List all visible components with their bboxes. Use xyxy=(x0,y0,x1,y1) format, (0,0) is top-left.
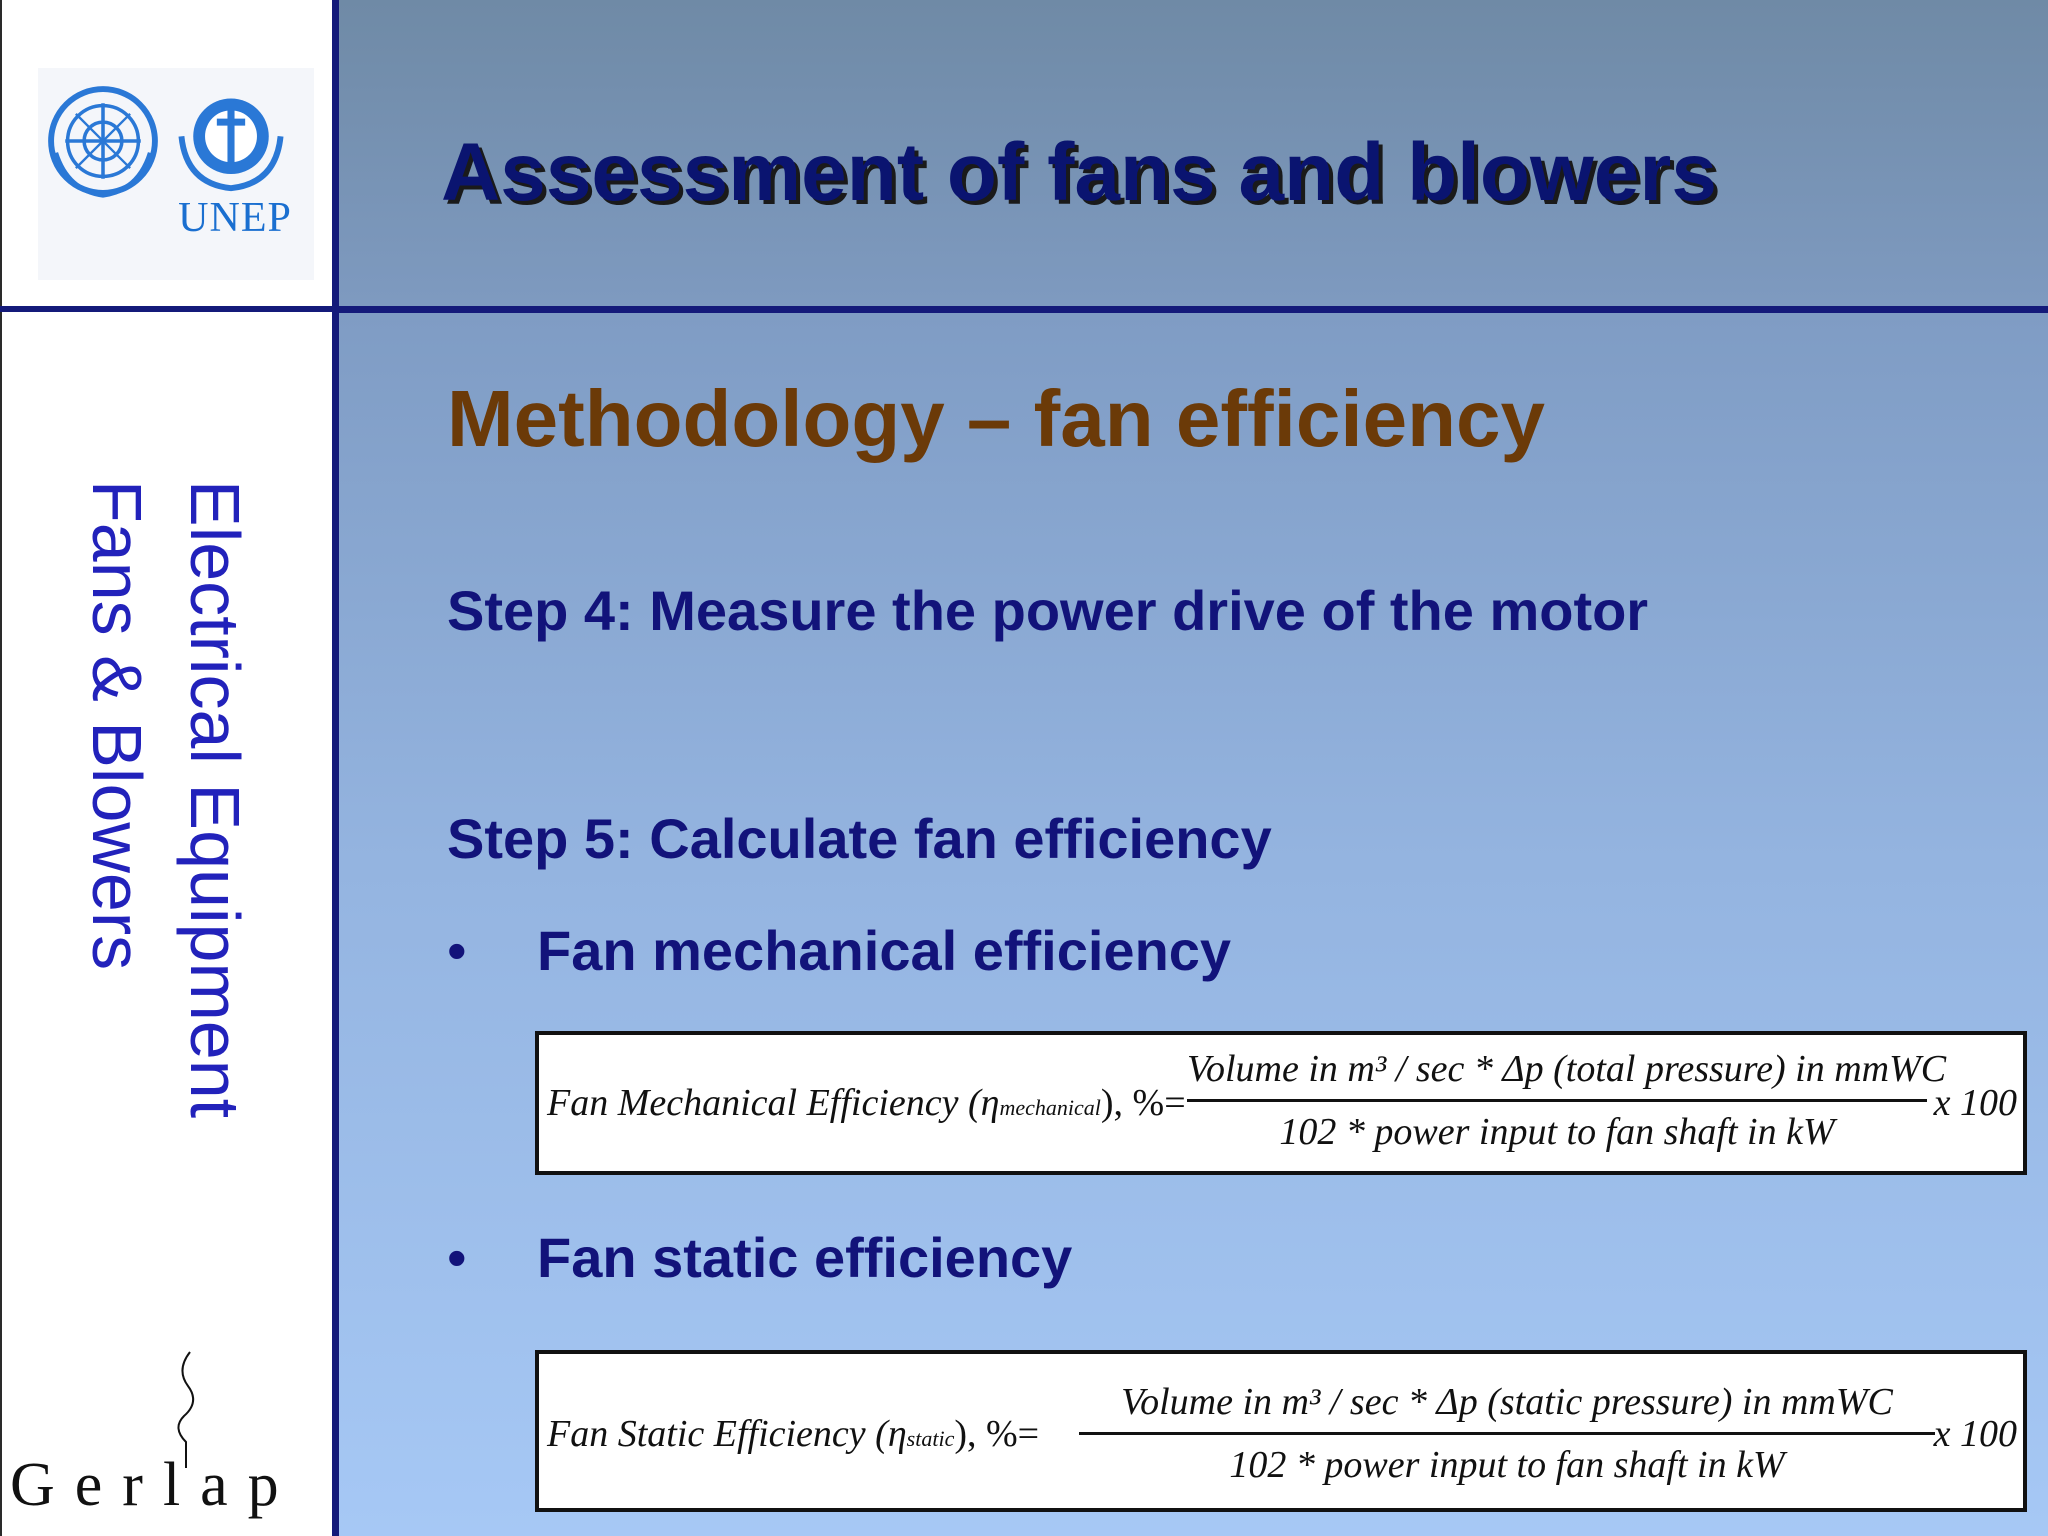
bullet-mechanical-label: Fan mechanical efficiency xyxy=(537,919,1232,982)
step-4-text: Step 4: Measure the power drive of the motor xyxy=(447,579,1649,642)
unep-emblem-icon xyxy=(172,82,290,200)
formula-mechanical-lhs: Fan Mechanical Efficiency (ηmechanical), %= xyxy=(547,1082,1186,1124)
formula-static-multiplier: x 100 xyxy=(1933,1413,2017,1455)
slide-content xyxy=(339,313,2048,1536)
formula-mechanical-multiplier: x 100 xyxy=(1933,1082,2017,1124)
formula-static xyxy=(535,1350,2027,1512)
gerlap-brand: Gerlap xyxy=(10,1451,299,1519)
formula-mechanical-fraction xyxy=(1187,1041,1947,1160)
vertical-label-line1: Electrical Equipment xyxy=(176,480,254,1119)
header-divider xyxy=(339,306,2048,313)
bullet-static-label: Fan static efficiency xyxy=(537,1226,1073,1289)
vertical-divider xyxy=(332,0,339,1536)
bullet-dot: • xyxy=(447,1226,467,1289)
formula-static-fraction xyxy=(1079,1374,1935,1493)
bullet-static xyxy=(447,1225,1072,1290)
formula-mechanical-denominator: 102 * power input to fan shaft in kW xyxy=(1279,1111,1835,1153)
fraction-bar xyxy=(1187,1099,1927,1102)
formula-static-denominator: 102 * power input to fan shaft in kW xyxy=(1229,1444,1785,1486)
vertical-label xyxy=(72,480,262,1240)
formula-mechanical xyxy=(535,1031,2027,1175)
slide-header xyxy=(339,0,2048,306)
formula-mechanical-numerator: Volume in m³ / sec * Δp (total pressure) in mmWC xyxy=(1187,1048,1947,1090)
logo-box xyxy=(38,68,314,280)
bullet-mechanical xyxy=(447,918,1231,983)
formula-static-numerator: Volume in m³ / sec * Δp (static pressure) in mmWC xyxy=(1121,1381,1893,1423)
bullet-dot: • xyxy=(447,919,467,982)
fraction-bar xyxy=(1079,1432,1935,1435)
left-panel xyxy=(0,0,336,1536)
step-5-text: Step 5: Calculate fan efficiency xyxy=(447,807,1272,870)
left-divider xyxy=(0,306,336,312)
vertical-label-line2: Fans & Blowers xyxy=(78,480,156,971)
unep-logo-text: UNEP xyxy=(178,195,292,241)
un-emblem-icon xyxy=(44,82,162,200)
slide-title: Assessment of fans and blowers xyxy=(441,127,1717,218)
formula-static-lhs: Fan Static Efficiency (ηstatic), %= xyxy=(547,1413,1040,1455)
section-subtitle: Methodology – fan efficiency xyxy=(447,374,1545,463)
